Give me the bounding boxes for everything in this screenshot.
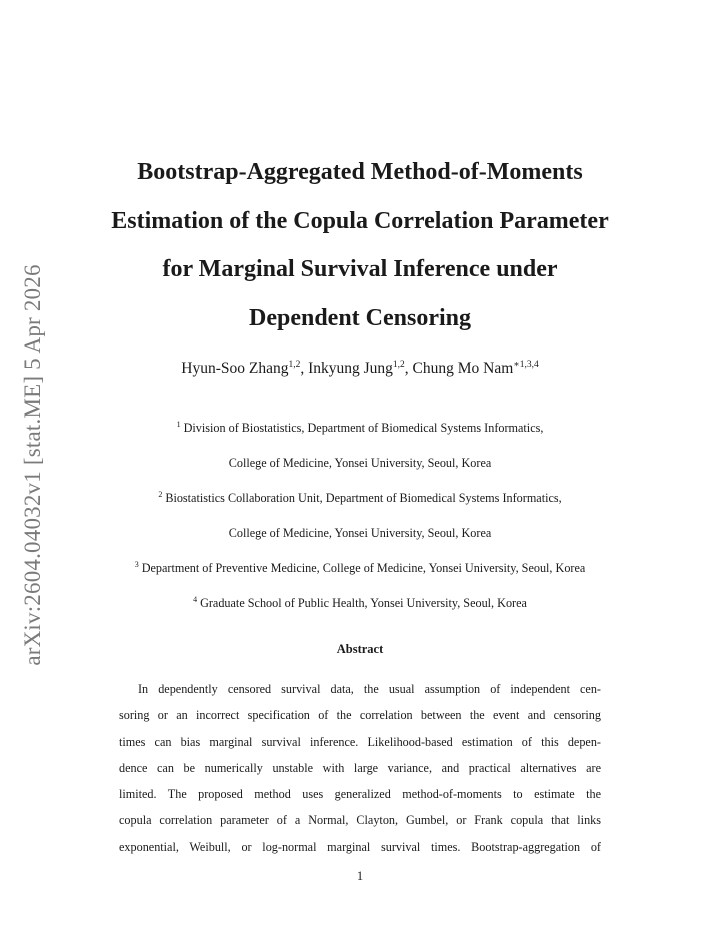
arxiv-identifier: arXiv:2604.04032v1 [stat.ME] 5 Apr 2026 [20,264,45,666]
author-affiliation-marker: 1,2 [288,360,301,370]
author-separator: , [404,360,413,377]
affiliation-line [60,516,660,551]
affiliation-number: 2 [158,490,163,499]
affiliation-number: 1 [176,420,181,429]
title-line: Estimation of the Copula Correlation Parameter [111,207,609,234]
abstract-line: limited. The proposed method uses generalized method-of-moments to estimate the [119,787,601,802]
affiliation-text: Graduate School of Public Health, Yonsei University, Seoul, Korea [200,596,527,610]
affiliation-list [60,411,660,621]
page-number: 1 [356,869,364,883]
author-name: Inkyung Jung [308,360,393,377]
title-line: for Marginal Survival Inference under [162,256,558,282]
abstract-line: copula correlation parameter of a Normal, Clayton, Gumbel, or Frank copula that links [119,813,601,828]
affiliation-text: College of Medicine, Yonsei University, Seoul, Korea [228,456,492,470]
abstract-line: dence can be numerically unstable with large variance, and practical alternatives are [119,760,601,775]
author-name: Chung Mo Nam [412,360,514,377]
affiliation-line [60,446,660,481]
author-separator: , [300,360,309,377]
author-affiliation-marker: ∗1,3,4 [513,360,539,370]
title-line: Dependent Censoring [248,304,471,331]
affiliation-number: 4 [193,595,198,604]
abstract-heading: Abstract [336,642,384,656]
author-list [60,360,660,378]
abstract-line: times can bias marginal survival inference. Likelihood-based estimation of this depen- [119,734,601,749]
author-affiliation-marker: 1,2 [392,360,405,370]
affiliation-text: Department of Preventive Medicine, College of Medicine, Yonsei University, Seoul, Korea [141,561,586,575]
affiliation-text: Biostatistics Collaboration Unit, Department of Biomedical Systems Informatics, [165,491,562,505]
affiliation-text: College of Medicine, Yonsei University, Seoul, Korea [228,526,492,540]
abstract-line: soring or an incorrect specification of the correlation between the event and censoring [119,708,601,723]
affiliation-line [60,481,660,516]
abstract-body [119,676,601,860]
affiliation-line [60,551,660,586]
abstract-line: exponential, Weibull, or log-normal marginal survival times. Bootstrap-aggregation of [119,839,601,854]
paper-title [60,148,660,342]
abstract-line: In dependently censored survival data, the usual assumption of independent cen- [138,682,601,696]
affiliation-line [60,586,660,621]
title-line: Bootstrap-Aggregated Method-of-Moments [137,159,583,185]
affiliation-line [60,411,660,446]
affiliation-number: 3 [134,560,139,569]
affiliation-text: Division of Biostatistics, Department of Biomedical Systems Informatics, [183,421,544,435]
author-name: Hyun-Soo Zhang [181,360,289,377]
